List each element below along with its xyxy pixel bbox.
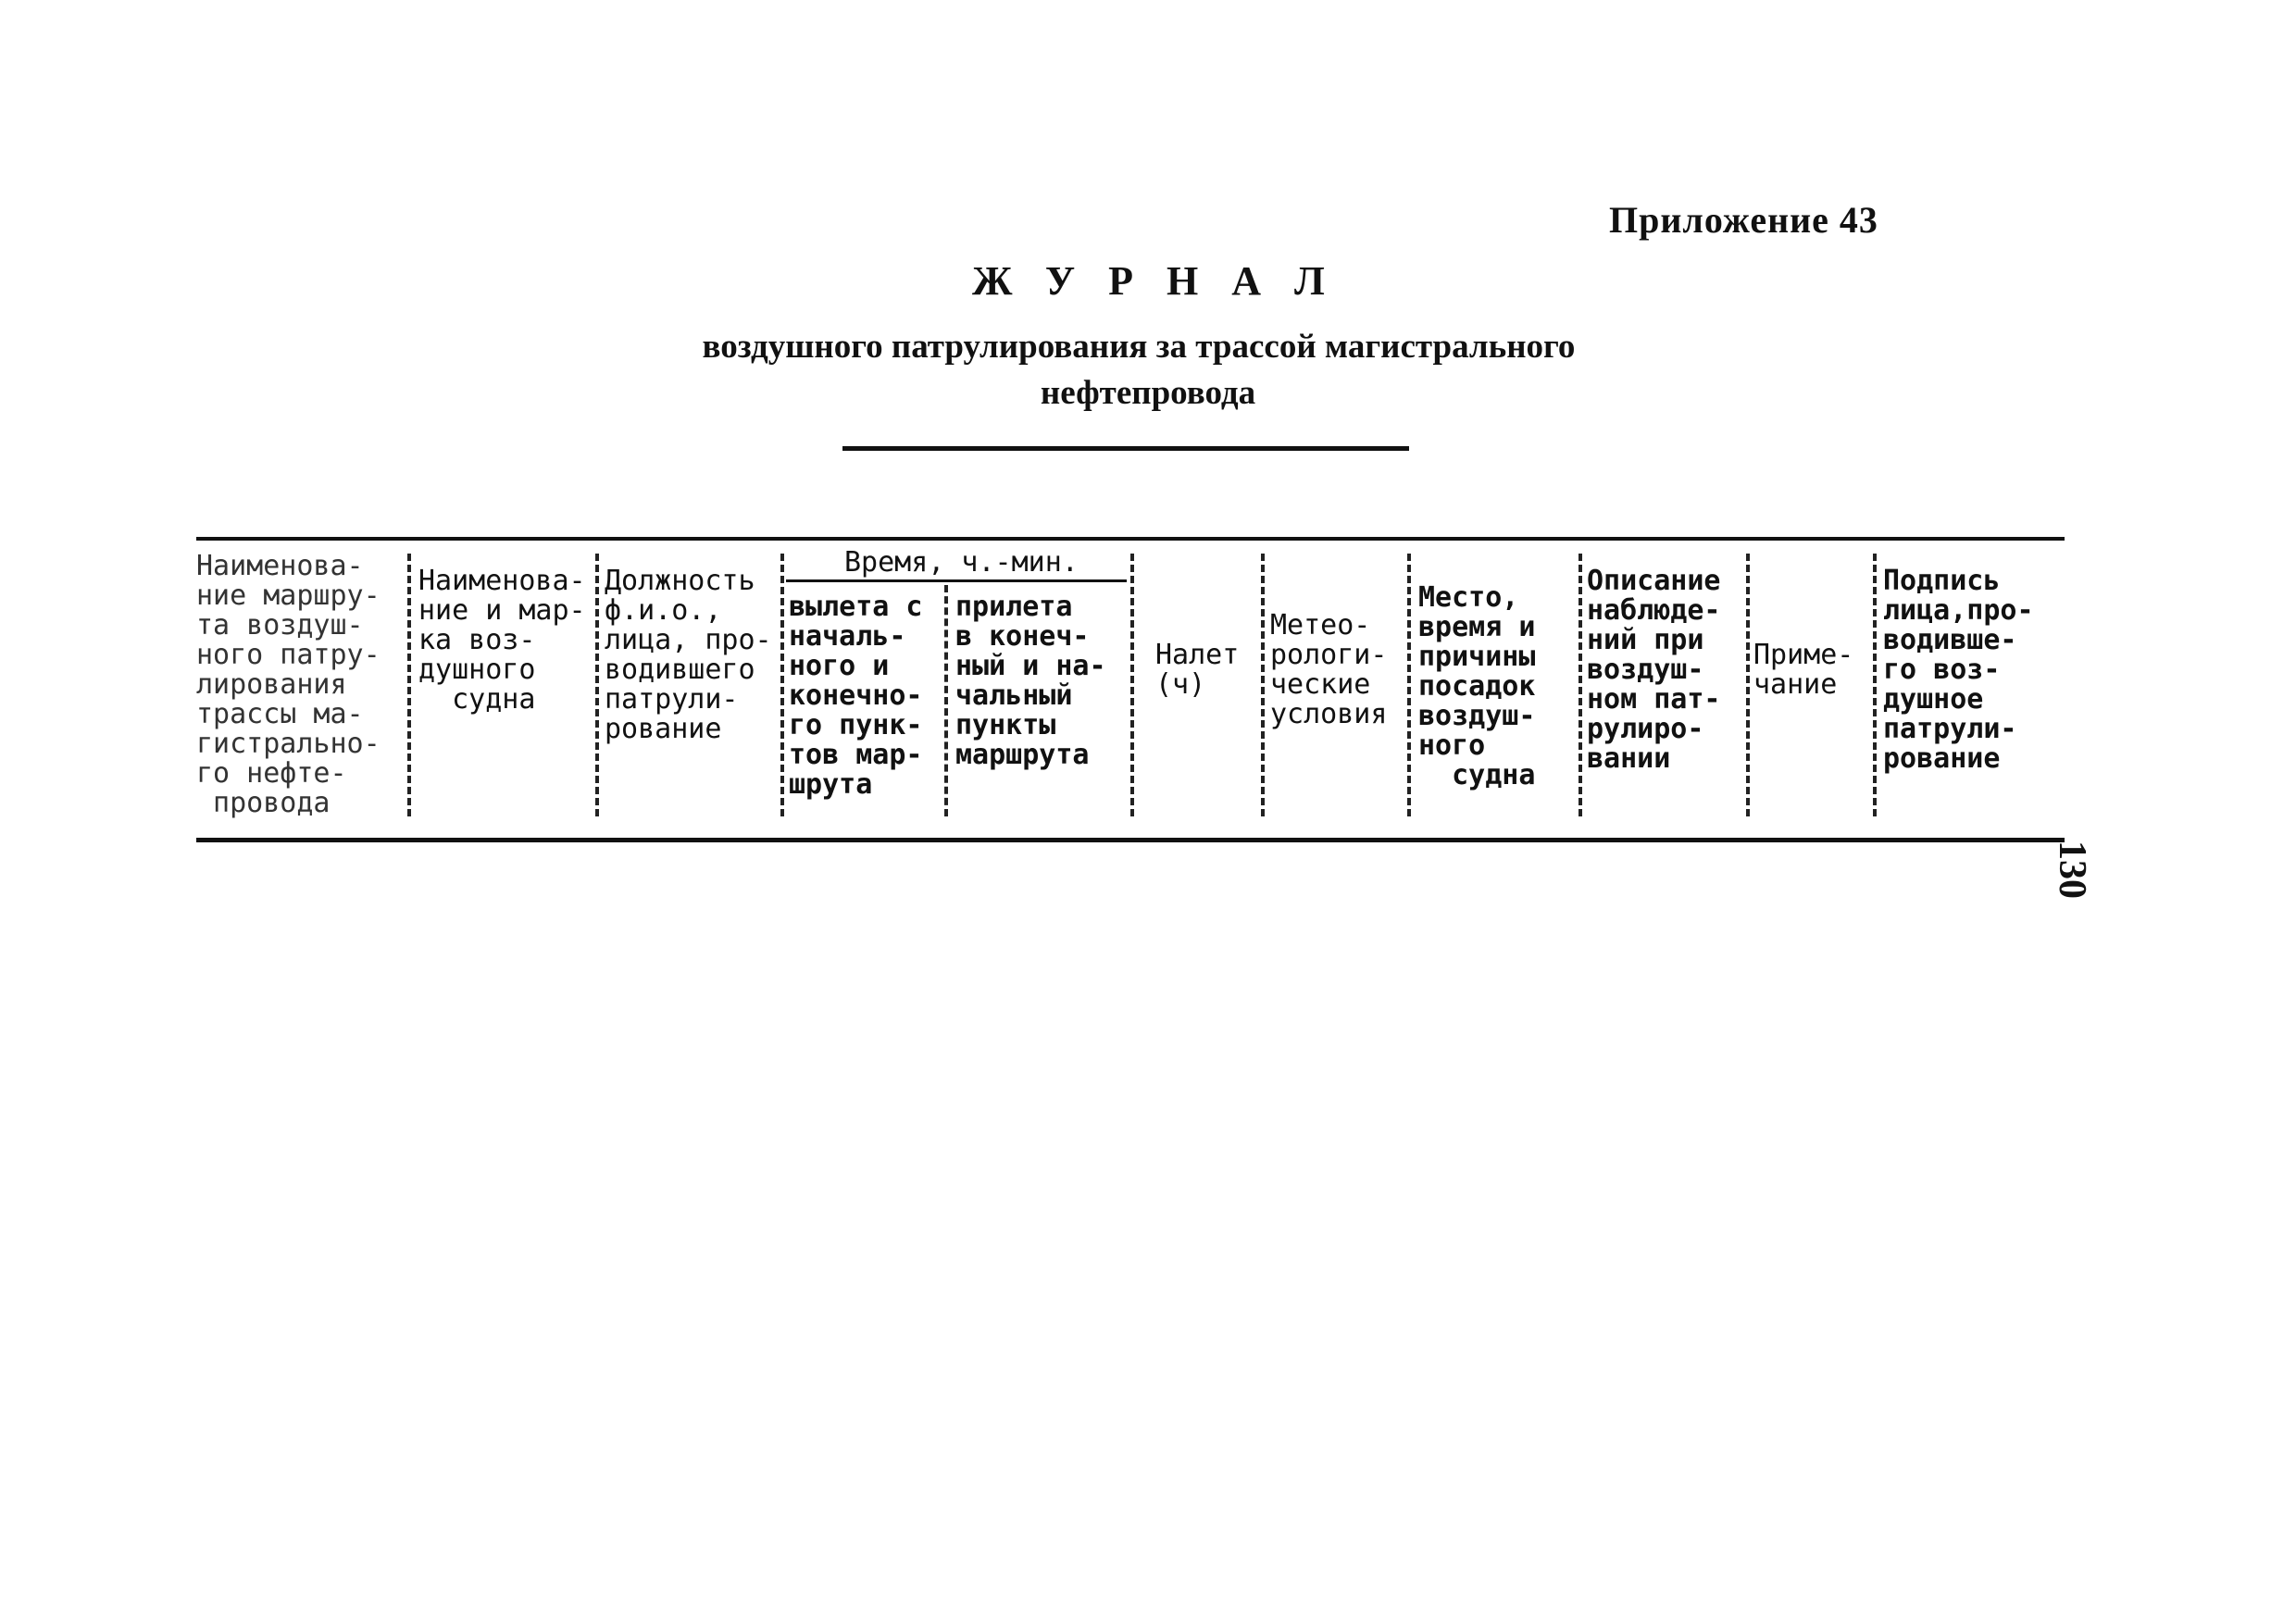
table-top-rule (196, 537, 2065, 541)
column-separator (944, 585, 948, 816)
header-route-name: Наименова- ние маршру- та воздуш- ного патру- лирования трассы ма- гистрально- го нефте- провода (196, 550, 381, 819)
title-underline (842, 446, 1409, 451)
appendix-label: Приложение 43 (1609, 199, 1878, 241)
header-note: Приме- чание (1753, 639, 1854, 701)
header-departure: вылета с началь- ного и конечно- го пунк- тов мар- шрута (789, 591, 923, 801)
header-flight-hours: Налет (ч) (1155, 639, 1240, 701)
header-weather: Метео- рологи- ческие условия (1270, 609, 1388, 730)
column-separator (1130, 554, 1134, 816)
header-arrival: прилета в конеч- ный и на- чальный пункты маршрута (955, 591, 1106, 771)
header-aircraft: Наименова- ние и мар- ка воз- душного судна (418, 565, 586, 716)
header-time-group: Время, ч.-мин. (844, 546, 1079, 579)
subtitle-line-2: нефтепровода (1040, 374, 1256, 412)
header-landings: Место, время и причины посадок воздуш- ного судна (1418, 581, 1536, 791)
header-signature: Подпись лица,про- водивше- го воз- душное патрули- рование (1883, 565, 2034, 775)
column-separator (1746, 554, 1750, 816)
page-number: 130 (2051, 841, 2093, 899)
header-position-name: Должность ф.и.о., лица, про- водившего патрули- рование (605, 565, 772, 745)
document-subtitle (639, 324, 1657, 417)
time-group-rule (786, 579, 1127, 582)
column-separator (1578, 554, 1582, 816)
subtitle-line-1: воздушного патрулирования за трассой магистрального (702, 328, 1576, 366)
column-separator (780, 554, 784, 816)
column-separator (1261, 554, 1265, 816)
column-separator (595, 554, 599, 816)
column-separator (1873, 554, 1877, 816)
column-separator (407, 554, 411, 816)
header-observations: Описание наблюде- ний при воздуш- ном пат- рулиро- вании (1587, 565, 1721, 775)
document-title: ЖУРНАЛ (972, 258, 1358, 304)
table-bottom-rule (196, 838, 2065, 842)
column-separator (1407, 554, 1411, 816)
